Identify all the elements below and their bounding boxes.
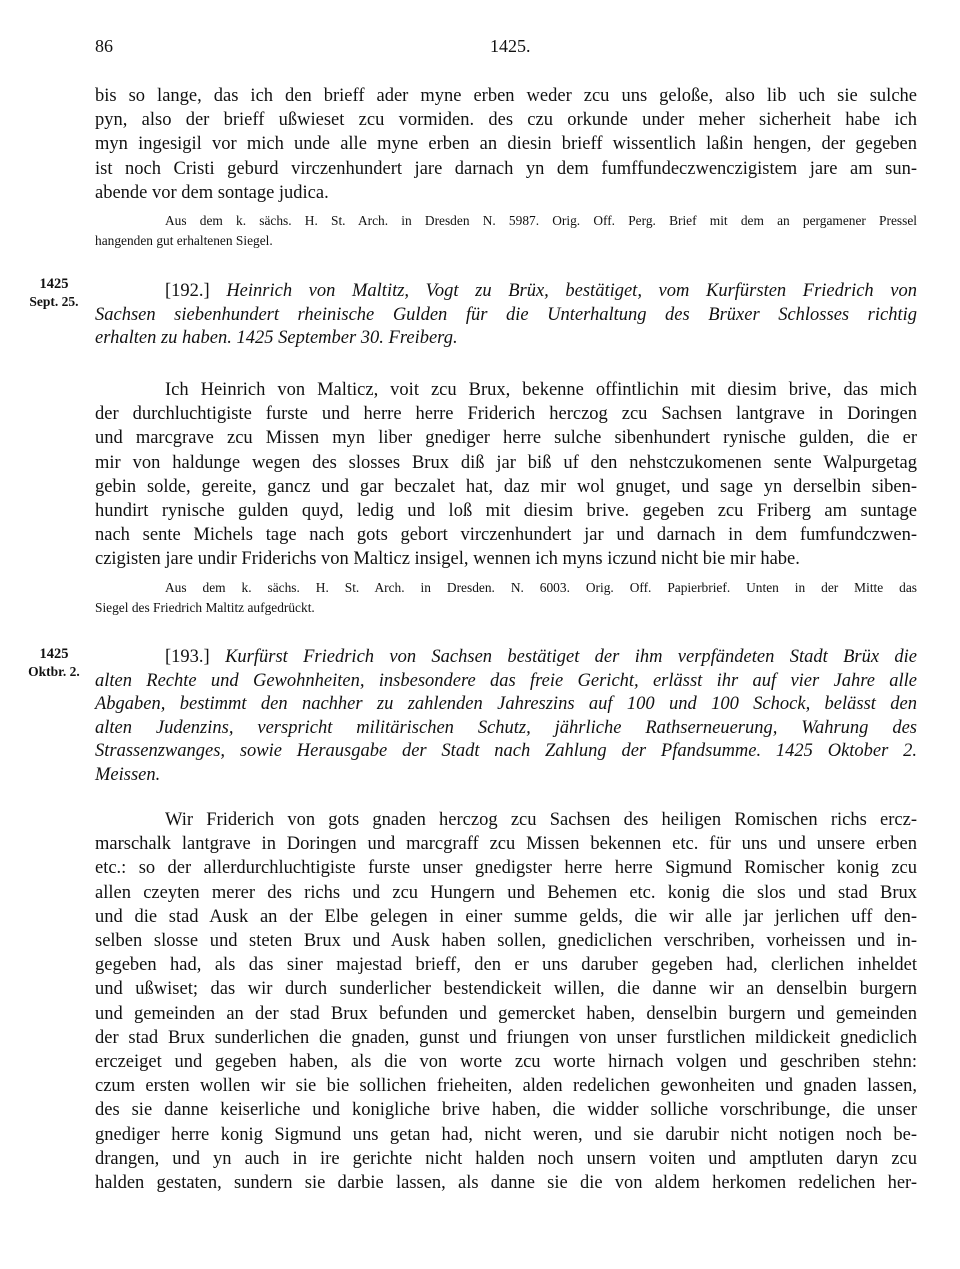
text-line: czigisten jare undir Friderichs von Malticz insigel, wennen ich myns iczund nicht bie mir habe. — [95, 549, 800, 570]
text-line: ist noch Cristi geburd virczenhundert jare darnach yn dem fumffundeczwenczigistem jare am sun- — [95, 158, 917, 179]
text-line: gebin solde, gereite, gancz und gar beczalet hat, daz mir wol gnuget, und sage yn derselbin siben- — [95, 476, 917, 497]
doc193-regest — [95, 646, 917, 787]
margin-year: 1425 — [39, 276, 69, 292]
text-line: und gemeinden an der stad Brux befunden und gemercket haben, denselbin burgern und gemeinden — [95, 1003, 917, 1024]
regest-line-1 — [95, 646, 917, 670]
text-line: hundirt rynische gulden quyd, ledig und loß mit diesim brive. gegeben zcu Friberg am suntage — [95, 501, 917, 522]
regest-line: Strassenzwanges, sowie Herausgabe der Stadt nach Zahlung der Pfandsumme. 1425 Oktober 2. — [95, 741, 917, 761]
text-line: marschalk lantgrave in Doringen und marcgraff zcu Missen bekennen etc. für uns und unsere erben — [95, 834, 917, 855]
regest-line: Meissen. — [95, 764, 161, 785]
running-head-year: 1425. — [490, 36, 531, 56]
intro-paragraph — [95, 84, 917, 205]
text-line: und ußwiset; das wir durch sunderlicher bestendickeit willen, die danne wir an denselbin burgern — [95, 979, 917, 1000]
text-line: der durchluchtigiste furste und herre herre Friderich herczog zcu Sachsen lantgrave in Doringen — [95, 404, 917, 425]
regest-line: Sachsen siebenhundert rheinische Gulden für die Unterhaltung des Brüxer Schlosses richtig — [95, 304, 917, 325]
source-line: Siegel des Friedrich Maltitz aufgedrückt. — [95, 600, 315, 615]
text-line: gegeben had, als das siner majestad brieff, den er uns daruber gegeben had, clerlichen inheldet — [95, 955, 917, 976]
doc193-text — [95, 808, 917, 1195]
text-line: myn ingesigil vor mich unde alle myne erben an diesin brieff wissentlich laßin hengen, der gegeben — [95, 134, 917, 155]
doc192-source-note — [95, 578, 917, 618]
document-number: [192.] — [165, 281, 210, 301]
regest-line: erhalten zu haben. 1425 September 30. Freiberg. — [95, 328, 458, 348]
doc193-margin-date — [22, 646, 86, 680]
text-line: erczeiget und gegeben haben, als die von worte zcu worte hirnach volgen und geschriben stehn: — [95, 1052, 917, 1073]
text-line: pyn, also der brieff ußwieset zcu vormiden. des czu orkunde under meher sicherheit habe ich — [95, 110, 917, 131]
doc192-text — [95, 378, 917, 572]
regest-text: Kurfürst Friedrich von Sachsen bestätiget der ihm verpfändeten Stadt Brüx die — [225, 647, 918, 667]
source-line: hangenden gut erhaltenen Siegel. — [95, 233, 273, 248]
text-line: halden gestaten, sundern sie darbie lassen, als danne sie die von aldem herkomen redelichen her- — [95, 1173, 917, 1194]
document-number: [193.] — [165, 647, 210, 667]
text-line: der stad Brux sunderlichen die gnaden, gunst und friungen von unser furstlichen mildickeit gnediclich — [95, 1027, 917, 1048]
regest-line-1 — [95, 280, 917, 304]
text-line: gnediger herre konig Sigmund uns getan had, nicht weren, und sie darubir nicht notigen noch be- — [95, 1124, 917, 1145]
text-line: nach sente Michels tage nach gots gebort virczenhundert jar und darnach in dem fumfundczwen- — [95, 525, 917, 546]
source-line: Aus dem k. sächs. H. St. Arch. in Dresden N. 5987. Orig. Off. Perg. Brief mit dem an pergamener Pressel — [165, 213, 917, 228]
running-header — [95, 36, 917, 60]
margin-day: Oktbr. 2. — [28, 664, 80, 679]
margin-year: 1425 — [39, 646, 69, 662]
text-line: etc.: so der allerdurchluchtigiste furste unser gnedigster herre herre Sigmund Romischer konig zcu — [95, 858, 917, 879]
text-line: und die stad Ausk an der Elbe gelegen in einer summe gelds, die wir alle jar jerlichen uff den- — [95, 906, 917, 927]
page-number: 86 — [95, 36, 113, 56]
text-line: allen czeyten merer des richs und zcu Hungern und Behemen etc. konig die slos und stad Brux — [95, 882, 917, 903]
text-line: bis so lange, das ich den brieff ader myne erben weder zcu uns geloße, also lib uch sie sulche — [95, 86, 917, 106]
source-line: Aus dem k. sächs. H. St. Arch. in Dresden. N. 6003. Orig. Off. Papierbrief. Unten in der Mitte das — [165, 580, 917, 595]
text-line: des sie danne keiserliche und konigliche brive haben, die widder solliche vorschribunge, die unser — [95, 1100, 917, 1121]
text-line: selben slosse und steten Brux und Ausk haben sollen, gnediclichen verschriben, vorheissen und in- — [95, 931, 917, 952]
text-line: mir von haldunge wegen des slosses Brux diß jar biß uf den nehstczukomenen sente Walpurgetag — [95, 452, 917, 473]
text-line: Ich Heinrich von Malticz, voit zcu Brux, bekenne offintlichin mit diesim brive, das mich — [165, 380, 917, 400]
doc192-margin-date — [22, 276, 86, 310]
intro-source-note — [95, 211, 917, 251]
text-line: czum ersten wollen wir sie bie sollichen frieheiten, alden redelichen gewonheiten und gnaden lassen, — [95, 1076, 917, 1097]
doc192-regest — [95, 280, 917, 351]
regest-line: alten Judenzins, verspricht militärischen Schutz, jährliche Rathserneuerung, Wahrung des — [95, 717, 917, 738]
regest-text: Heinrich von Maltitz, Vogt zu Brüx, bestätiget, vom Kurfürsten Friedrich von — [226, 281, 917, 301]
text-line: abende vor dem sontage judica. — [95, 182, 329, 203]
text-line: Wir Friderich von gots gnaden herczog zcu Sachsen des heiligen Romischen richs ercz- — [165, 810, 917, 830]
text-line: drangen, und yn auch in ire gerichte nicht halden noch unsern voiten und amptluten daryn zcu — [95, 1148, 917, 1169]
regest-line: Abgaben, bestimmt den nachher zu zahlenden Jahreszins auf 100 und 100 Schock, belässt den — [95, 694, 917, 714]
regest-line: alten Rechte und Gewohnheiten, insbesondere das freie Gericht, erlässt ihr auf vier Jahre alle — [95, 670, 917, 691]
text-line: und marcgrave zcu Missen myn liber gnediger herre sulche sibenhundert rynische gulden, die er — [95, 428, 917, 449]
margin-day: Sept. 25. — [29, 294, 79, 309]
